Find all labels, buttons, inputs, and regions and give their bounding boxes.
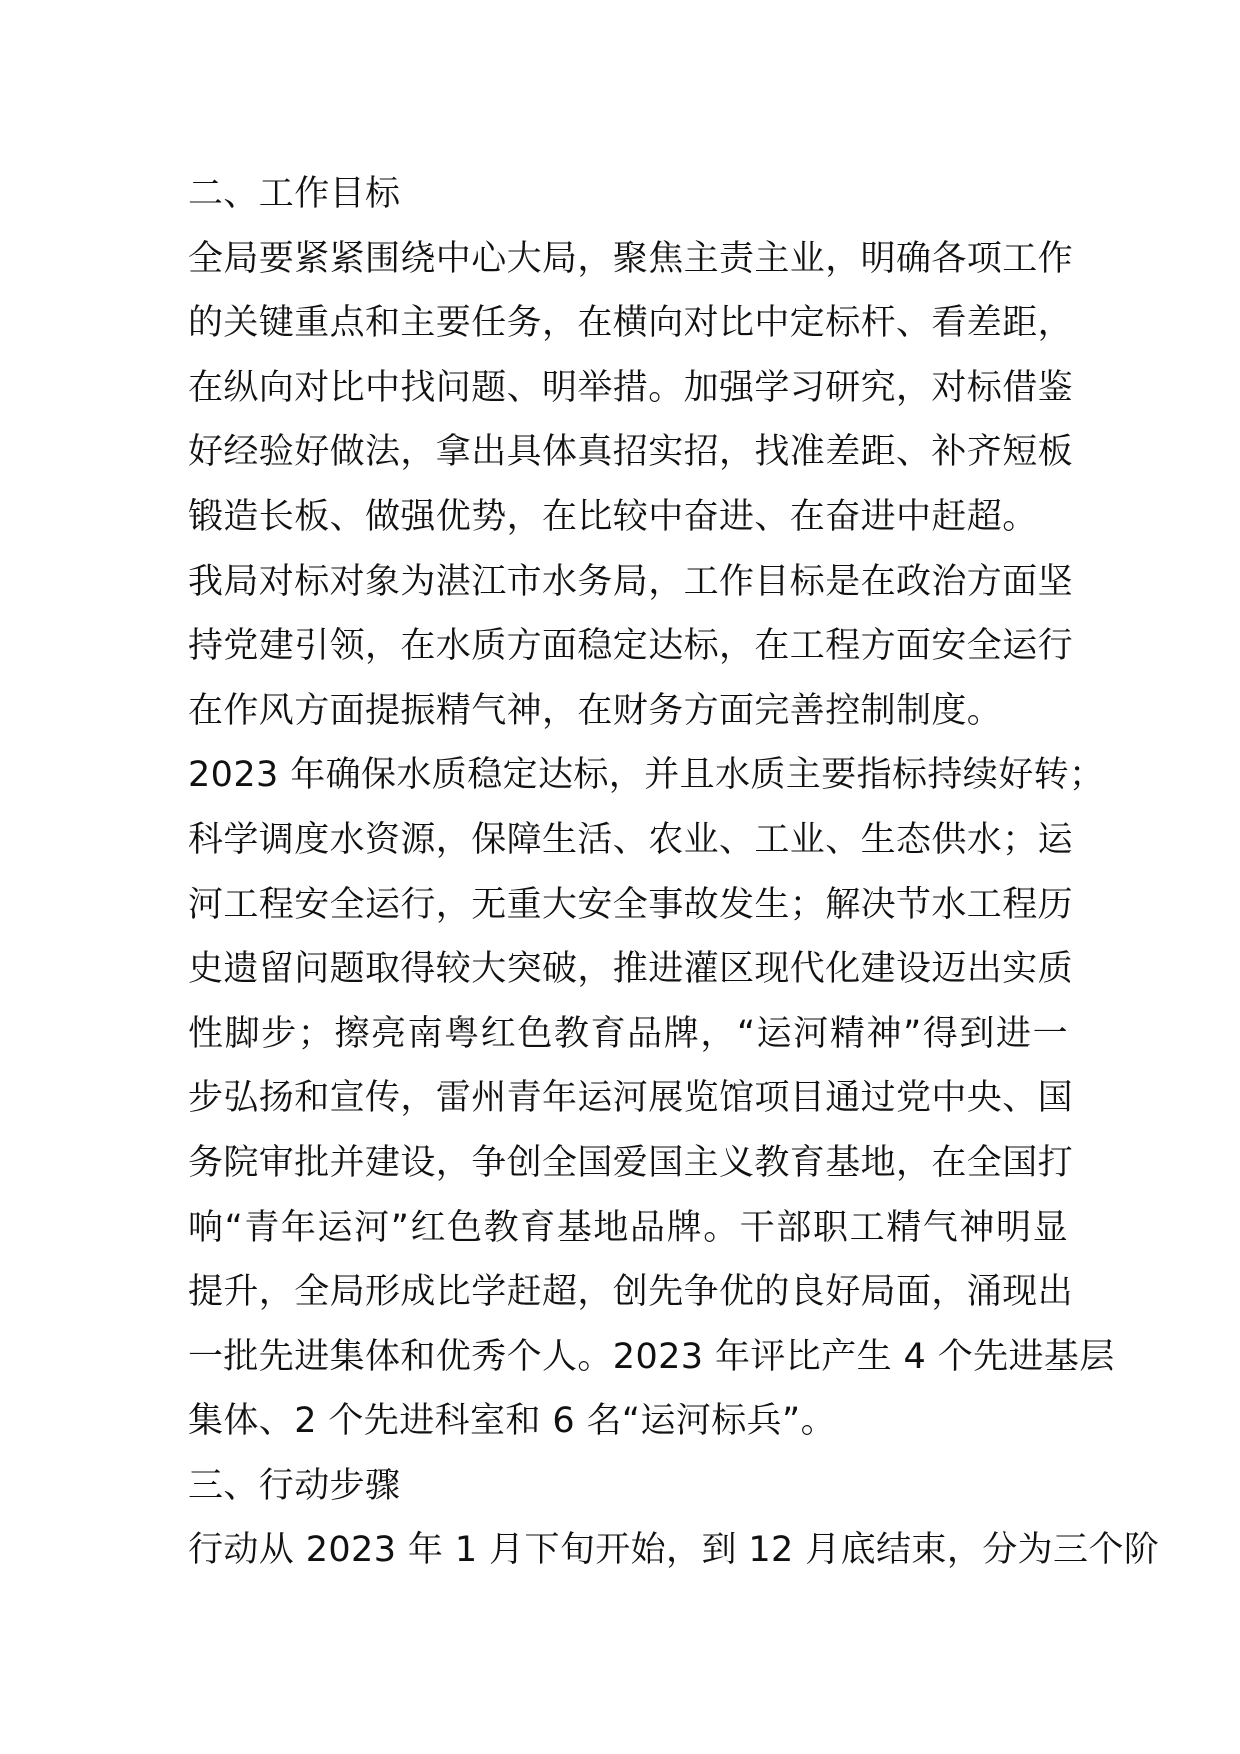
text-line: 的关键重点和主要任务，在横向对比中定标杆、看差距， <box>188 303 1074 344</box>
paragraph-2023-goals <box>188 743 1115 1454</box>
text-line: 响“青年运河”红色教育基地品牌。干部职工精气神明显 <box>188 1207 1068 1248</box>
text-line: 史遗留问题取得较大突破，推进灌区现代化建设迈出实质 <box>188 949 1074 990</box>
text-line: 科学调度水资源，保障生活、农业、工业、生态供水；运 <box>188 819 1074 860</box>
section-heading-action-steps: 三、行动步骤 <box>188 1465 401 1506</box>
text-line: 锻造长板、做强优势，在比较中奋进、在奋进中赶超。 <box>188 496 1038 537</box>
text-line: 河工程安全运行，无重大安全事故发生；解决节水工程历 <box>188 884 1074 925</box>
text-line: 持党建引领，在水质方面稳定达标，在工程方面安全运行 <box>188 626 1074 667</box>
text-line: 全局要紧紧围绕中心大局，聚焦主责主业，明确各项工作 <box>188 238 1074 279</box>
text-line: 性脚步；擦亮南粤红色教育品牌，“运河精神”得到进一 <box>188 1013 1068 1054</box>
paragraph-benchmark-target <box>188 550 1074 744</box>
text-line: 一批先进集体和优秀个人。2023 年评比产生 4 个先进基层 <box>188 1336 1115 1377</box>
text-line: 我局对标对象为湛江市水务局，工作目标是在政治方面坚 <box>188 561 1074 602</box>
text-line: 好经验好做法，拿出具体真招实招，找准差距、补齐短板 <box>188 432 1074 473</box>
paragraph-action-timeline <box>188 1518 1160 1583</box>
text-line: 2023 年确保水质稳定达标，并且水质主要指标持续好转； <box>188 755 1105 796</box>
document-body <box>188 162 1160 1583</box>
text-line: 提升，全局形成比学赶超，创先争优的良好局面，涌现出 <box>188 1272 1074 1313</box>
text-line: 步弘扬和宣传，雷州青年运河展览馆项目通过党中央、国 <box>188 1078 1074 1119</box>
text-line: 在作风方面提振精气神，在财务方面完善控制制度。 <box>188 690 1003 731</box>
paragraph-overall-requirements <box>188 227 1074 550</box>
text-line: 务院审批并建设，争创全国爱国主义教育基地，在全国打 <box>188 1142 1074 1183</box>
text-line: 集体、2 个先进科室和 6 名“运河标兵”。 <box>188 1401 836 1442</box>
text-line: 在纵向对比中找问题、明举措。加强学习研究，对标借鉴 <box>188 367 1074 408</box>
text-line: 行动从 2023 年 1 月下旬开始，到 12 月底结束，分为三个阶 <box>188 1530 1160 1571</box>
section-heading-work-goals: 二、工作目标 <box>188 174 401 214</box>
